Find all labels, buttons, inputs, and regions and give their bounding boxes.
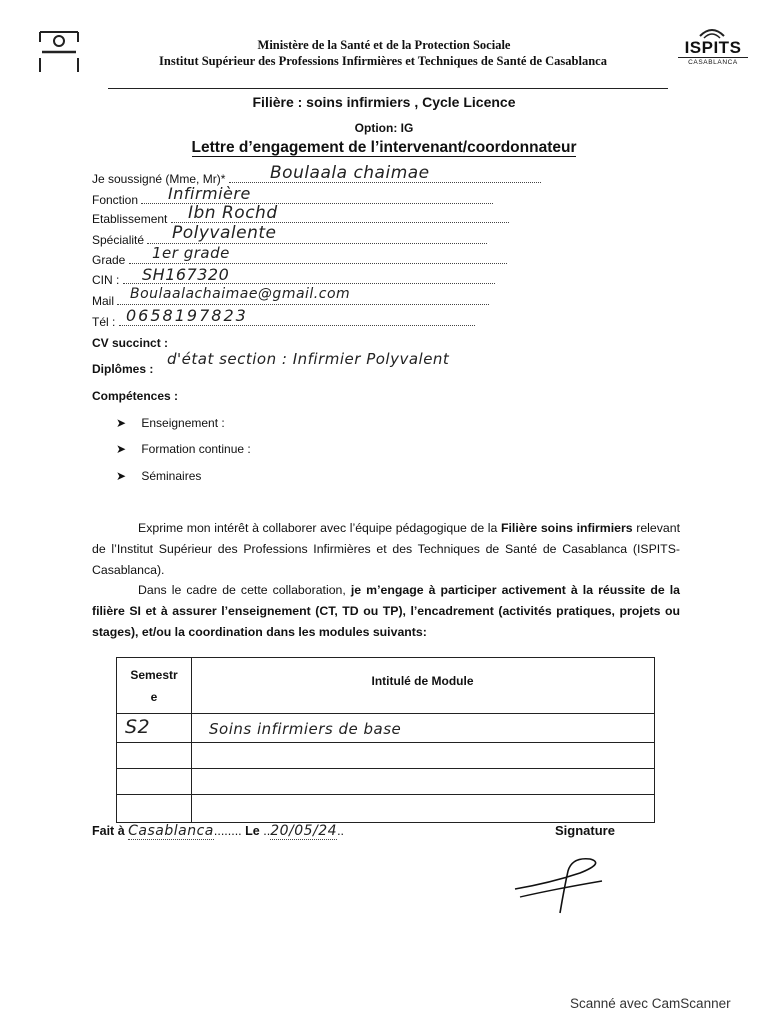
competence-item-label: Enseignement :: [141, 416, 225, 430]
paragraph-commitment-b: je m’engage à participer activement à la réussite de la filière SI et à assurer l’enseignement (CT, TD ou TP), l’encadrement (activités pratiques, projets ou stages), et/ou la coordination dans les modules suivants:: [92, 583, 680, 639]
field-mail-dots: [117, 302, 489, 305]
ispits-logo: [676, 24, 748, 70]
le-label: Le: [245, 824, 260, 838]
fait-label: Fait à: [92, 824, 125, 838]
field-grade-label: Grade: [92, 253, 126, 267]
table-row-divider: [117, 768, 654, 769]
field-tel-label: Tél :: [92, 315, 116, 329]
filiere-line: Filière : soins infirmiers , Cycle Licence: [252, 94, 516, 110]
arrow-bullet-icon: ➤: [116, 416, 127, 430]
le-value: 20/05/24: [270, 823, 338, 839]
table-header-semestre-text: Semestre: [130, 668, 178, 704]
paragraph-interest-b: Filière soins infirmiers: [501, 521, 633, 535]
arrow-bullet-icon: ➤: [116, 442, 127, 456]
competence-item: [116, 442, 251, 456]
field-grade-value: 1er grade: [152, 244, 230, 262]
field-soussigne-label: Je soussigné (Mme, Mr)*: [92, 172, 226, 186]
fait-value: Casablanca: [128, 823, 214, 839]
field-etablissement-label: Etablissement: [92, 212, 168, 226]
field-soussigne: [92, 163, 541, 186]
paragraph-interest: [92, 518, 680, 581]
ispits-logo-text: ISPITS: [684, 38, 742, 57]
field-mail-label: Mail: [92, 294, 115, 308]
table-row-divider: [117, 742, 654, 743]
field-tel-value: 0658197823: [126, 306, 248, 325]
table-row-semestre: S2: [125, 716, 151, 738]
camscanner-watermark: Scanné avec CamScanner: [570, 996, 731, 1011]
document-title: [0, 139, 768, 157]
competence-item-label: Séminaires: [141, 469, 202, 483]
field-tel: [92, 306, 475, 329]
institute-name: Institut Supérieur des Professions Infirmières et Techniques de Santé de Casablanca: [159, 54, 607, 68]
paragraph-interest-a: Exprime mon intérêt à collaborer avec l’équipe pédagogique de la: [138, 521, 501, 535]
ispits-logo-subtext: CASABLANCA: [678, 57, 748, 66]
document-title-text: Lettre d’engagement de l’intervenant/coordonnateur: [191, 139, 577, 156]
handwritten-signature-icon: [510, 855, 610, 917]
signature-label: Signature: [555, 823, 615, 838]
competence-item: [116, 416, 225, 430]
table-header-module: Intitulé de Module: [371, 674, 474, 688]
competence-item: [116, 469, 201, 483]
table-row-divider: [117, 794, 654, 795]
table-row-divider: [117, 713, 654, 714]
field-soussigne-value: Boulaala chaimae: [270, 163, 430, 183]
field-mail-value: Boulaalachaimae@gmail.com: [130, 286, 351, 302]
field-specialite-value: Polyvalente: [172, 223, 277, 243]
field-diplomes: [92, 350, 450, 376]
fait-line: Fait à Casablanca........ Le ..20/05/24..: [92, 823, 345, 839]
table-header-semestre: [117, 664, 191, 708]
field-cin-label: CIN :: [92, 273, 120, 287]
table-row-module: Soins infirmiers de base: [209, 720, 402, 738]
field-cin: [92, 265, 495, 287]
field-diplomes-value: d'état section : Infirmier Polyvalent: [167, 350, 450, 368]
field-fonction: [92, 184, 493, 207]
paragraph-commitment: [92, 580, 680, 643]
arrow-bullet-icon: ➤: [116, 469, 127, 483]
field-fonction-label: Fonction: [92, 193, 139, 207]
modules-table: [116, 657, 655, 823]
field-etablissement: [92, 203, 509, 226]
header-divider: [108, 88, 668, 89]
option-line: Option: IG: [354, 121, 414, 135]
field-fonction-value: Infirmière: [168, 184, 251, 203]
paragraph-commitment-a: Dans le cadre de cette collaboration,: [138, 583, 351, 597]
field-cin-value: SH167320: [142, 265, 230, 284]
paragraph-interest-c: relevant de l’Institut Supérieur des Professions Infirmières et des Techniques de Santé de Casablanca (ISPITS-Casablanca).: [92, 521, 680, 577]
cv-label: CV succinct :: [92, 336, 169, 350]
competences-label: Compétences :: [92, 389, 179, 403]
field-etablissement-value: Ibn Rochd: [188, 203, 278, 223]
competence-item-label: Formation continue :: [141, 442, 251, 456]
field-diplomes-label: Diplômes :: [92, 362, 154, 376]
field-specialite-label: Spécialité: [92, 233, 145, 247]
ministry-name: Ministère de la Santé et de la Protection Sociale: [257, 38, 511, 52]
